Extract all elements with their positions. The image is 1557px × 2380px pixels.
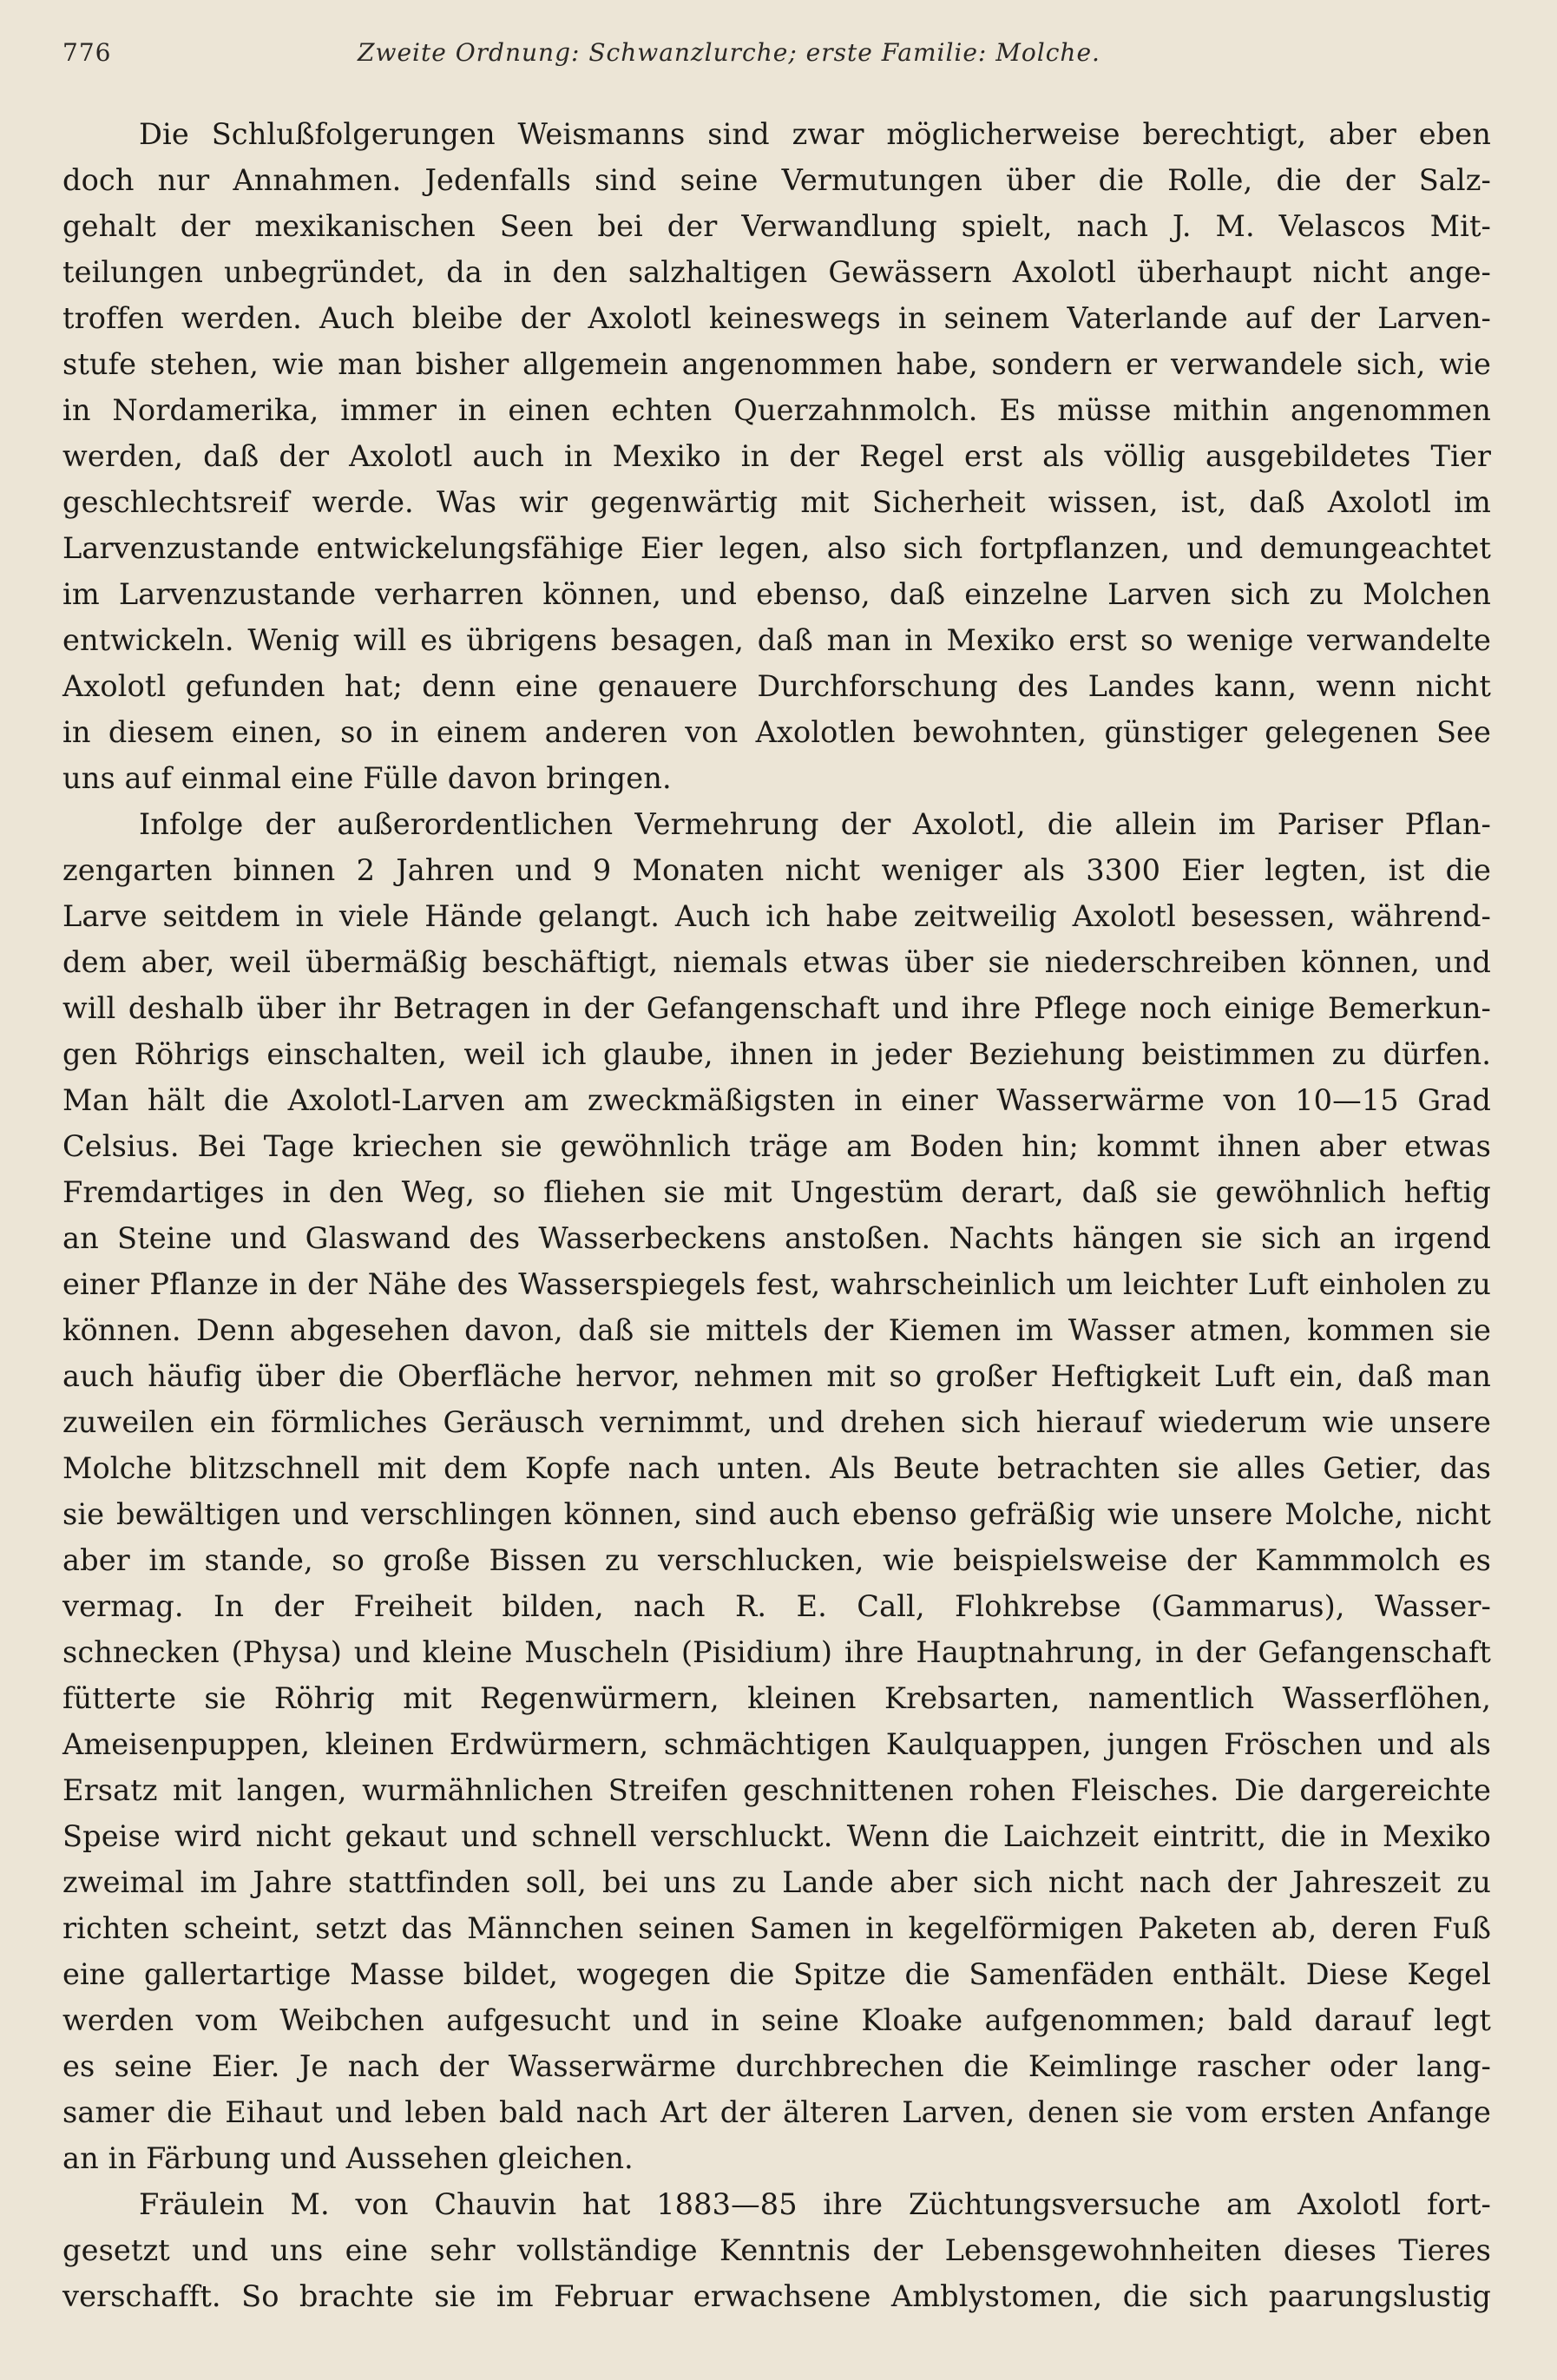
text-line: werden vom Weibchen aufgesucht und in seine Kloake aufgenommen; bald darauf legt [62, 2003, 1491, 2037]
text-line: zuweilen ein förmliches Geräusch vernimmt, und drehen sich hierauf wiederum wie unsere [62, 1405, 1491, 1439]
page-header [62, 38, 1491, 85]
text-line: eine gallertartige Masse bildet, wogegen die Spitze die Samenfäden enthält. Diese Kegel [62, 1957, 1491, 1991]
text-line: vermag. In der Freiheit bilden, nach R. E. Call, Flohkrebse (Gammarus), Wasser- [62, 1589, 1491, 1623]
running-head: Zweite Ordnung: Schwanzlurche; erste Familie: Molche. [358, 38, 1100, 67]
text-line: in Nordamerika, immer in einen echten Querzahnmolch. Es müsse mithin angenommen [62, 393, 1491, 427]
text-line: doch nur Annahmen. Jedenfalls sind seine Vermutungen über die Rolle, die der Salz- [62, 163, 1491, 197]
text-line: Fräulein M. von Chauvin hat 1883—85 ihre Züchtungsversuche am Axolotl fort- [139, 2187, 1491, 2221]
text-line: Molche blitzschnell mit dem Kopfe nach unten. Als Beute betrachten sie alles Getier, das [62, 1451, 1491, 1485]
text-line: zweimal im Jahre stattfinden soll, bei uns zu Lande aber sich nicht nach der Jahreszeit zu [62, 1865, 1491, 1899]
text-line: in diesem einen, so in einem anderen von Axolotlen bewohnten, günstiger gelegenen See [62, 715, 1491, 749]
text-line: gen Röhrigs einschalten, weil ich glaube, ihnen in jeder Beziehung beistimmen zu dürfen. [62, 1037, 1491, 1071]
text-line: auch häufig über die Oberfläche hervor, nehmen mit so großer Heftigkeit Luft ein, daß man [62, 1359, 1491, 1393]
text-line: an in Färbung und Aussehen gleichen. [62, 2141, 634, 2175]
text-line: Celsius. Bei Tage kriechen sie gewöhnlich träge am Boden hin; kommt ihnen aber etwas [62, 1129, 1491, 1163]
page-number: 776 [62, 38, 112, 67]
text-line: einer Pflanze in der Nähe des Wasserspiegels fest, wahrscheinlich um leichter Luft einholen zu [62, 1267, 1491, 1301]
text-line: stufe stehen, wie man bisher allgemein angenommen habe, sondern er verwandele sich, wie [62, 347, 1491, 381]
text-line: gehalt der mexikanischen Seen bei der Verwandlung spielt, nach J. M. Velascos Mit- [62, 209, 1491, 243]
text-line: aber im stande, so große Bissen zu verschlucken, wie beispielsweise der Kammmolch es [62, 1543, 1491, 1577]
text-line: Ameisenpuppen, kleinen Erdwürmern, schmächtigen Kaulquappen, jungen Fröschen und als [62, 1727, 1491, 1761]
text-line: Man hält die Axolotl-Larven am zweckmäßigsten in einer Wasserwärme von 10—15 Grad [62, 1083, 1491, 1117]
text-line: fütterte sie Röhrig mit Regenwürmern, kleinen Krebsarten, namentlich Wasserflöhen, [62, 1681, 1491, 1715]
paragraph [62, 801, 1491, 2181]
text-line: verschafft. So brachte sie im Februar erwachsene Amblystomen, die sich paarungslustig [62, 2279, 1491, 2313]
text-line: will deshalb über ihr Betragen in der Gefangenschaft und ihre Pflege noch einige Bemerkun- [62, 991, 1491, 1025]
text-line: Fremdartiges in den Weg, so fliehen sie mit Ungestüm derart, daß sie gewöhnlich heftig [62, 1175, 1491, 1209]
text-line: Larvenzustande entwickelungsfähige Eier legen, also sich fortpflanzen, und demungeachtet [62, 531, 1491, 565]
text-line: Larve seitdem in viele Hände gelangt. Auch ich habe zeitweilig Axolotl besessen, während- [62, 899, 1491, 933]
text-line: geschlechtsreif werde. Was wir gegenwärtig mit Sicherheit wissen, ist, daß Axolotl im [62, 485, 1491, 519]
text-line: Speise wird nicht gekaut und schnell verschluckt. Wenn die Laichzeit eintritt, die in Mexiko [62, 1819, 1491, 1853]
paragraph [62, 111, 1491, 801]
text-line: richten scheint, setzt das Männchen seinen Samen in kegelförmigen Paketen ab, deren Fuß [62, 1911, 1491, 1945]
paragraph [62, 2181, 1491, 2319]
text-line: entwickeln. Wenig will es übrigens besagen, daß man in Mexiko erst so wenige verwandelte [62, 623, 1491, 657]
text-line: gesetzt und uns eine sehr vollständige Kenntnis der Lebensgewohnheiten dieses Tieres [62, 2233, 1491, 2267]
text-line: Ersatz mit langen, wurmähnlichen Streifen geschnittenen rohen Fleisches. Die dargereichte [62, 1773, 1491, 1807]
text-line: Die Schlußfolgerungen Weismanns sind zwar möglicherweise berechtigt, aber eben [139, 117, 1491, 151]
text-line: es seine Eier. Je nach der Wasserwärme durchbrechen die Keimlinge rascher oder lang- [62, 2049, 1491, 2083]
page-body [62, 111, 1491, 2319]
text-line: uns auf einmal eine Fülle davon bringen. [62, 761, 672, 795]
text-line: zengarten binnen 2 Jahren und 9 Monaten nicht weniger als 3300 Eier legten, ist die [62, 853, 1491, 887]
text-line: samer die Eihaut und leben bald nach Art der älteren Larven, denen sie vom ersten Anfange [62, 2095, 1491, 2129]
text-line: können. Denn abgesehen davon, daß sie mittels der Kiemen im Wasser atmen, kommen sie [62, 1313, 1491, 1347]
text-line: teilungen unbegründet, da in den salzhaltigen Gewässern Axolotl überhaupt nicht ange- [62, 255, 1491, 289]
text-line: Axolotl gefunden hat; denn eine genauere Durchforschung des Landes kann, wenn nicht [62, 669, 1491, 703]
text-line: sie bewältigen und verschlingen können, sind auch ebenso gefräßig wie unsere Molche, nicht [62, 1497, 1491, 1531]
text-line: dem aber, weil übermäßig beschäftigt, niemals etwas über sie niederschreiben können, und [62, 945, 1491, 979]
text-line: im Larvenzustande verharren können, und ebenso, daß einzelne Larven sich zu Molchen [62, 577, 1491, 611]
text-line: schnecken (Physa) und kleine Muscheln (Pisidium) ihre Hauptnahrung, in der Gefangenschaft [62, 1635, 1491, 1669]
text-line: Infolge der außerordentlichen Vermehrung der Axolotl, die allein im Pariser Pflan- [139, 807, 1491, 841]
text-line: werden, daß der Axolotl auch in Mexiko in der Regel erst als völlig ausgebildetes Tier [62, 439, 1491, 473]
text-line: an Steine und Glaswand des Wasserbeckens anstoßen. Nachts hängen sie sich an irgend [62, 1221, 1491, 1255]
text-line: troffen werden. Auch bleibe der Axolotl keineswegs in seinem Vaterlande auf der Larven- [62, 301, 1491, 335]
